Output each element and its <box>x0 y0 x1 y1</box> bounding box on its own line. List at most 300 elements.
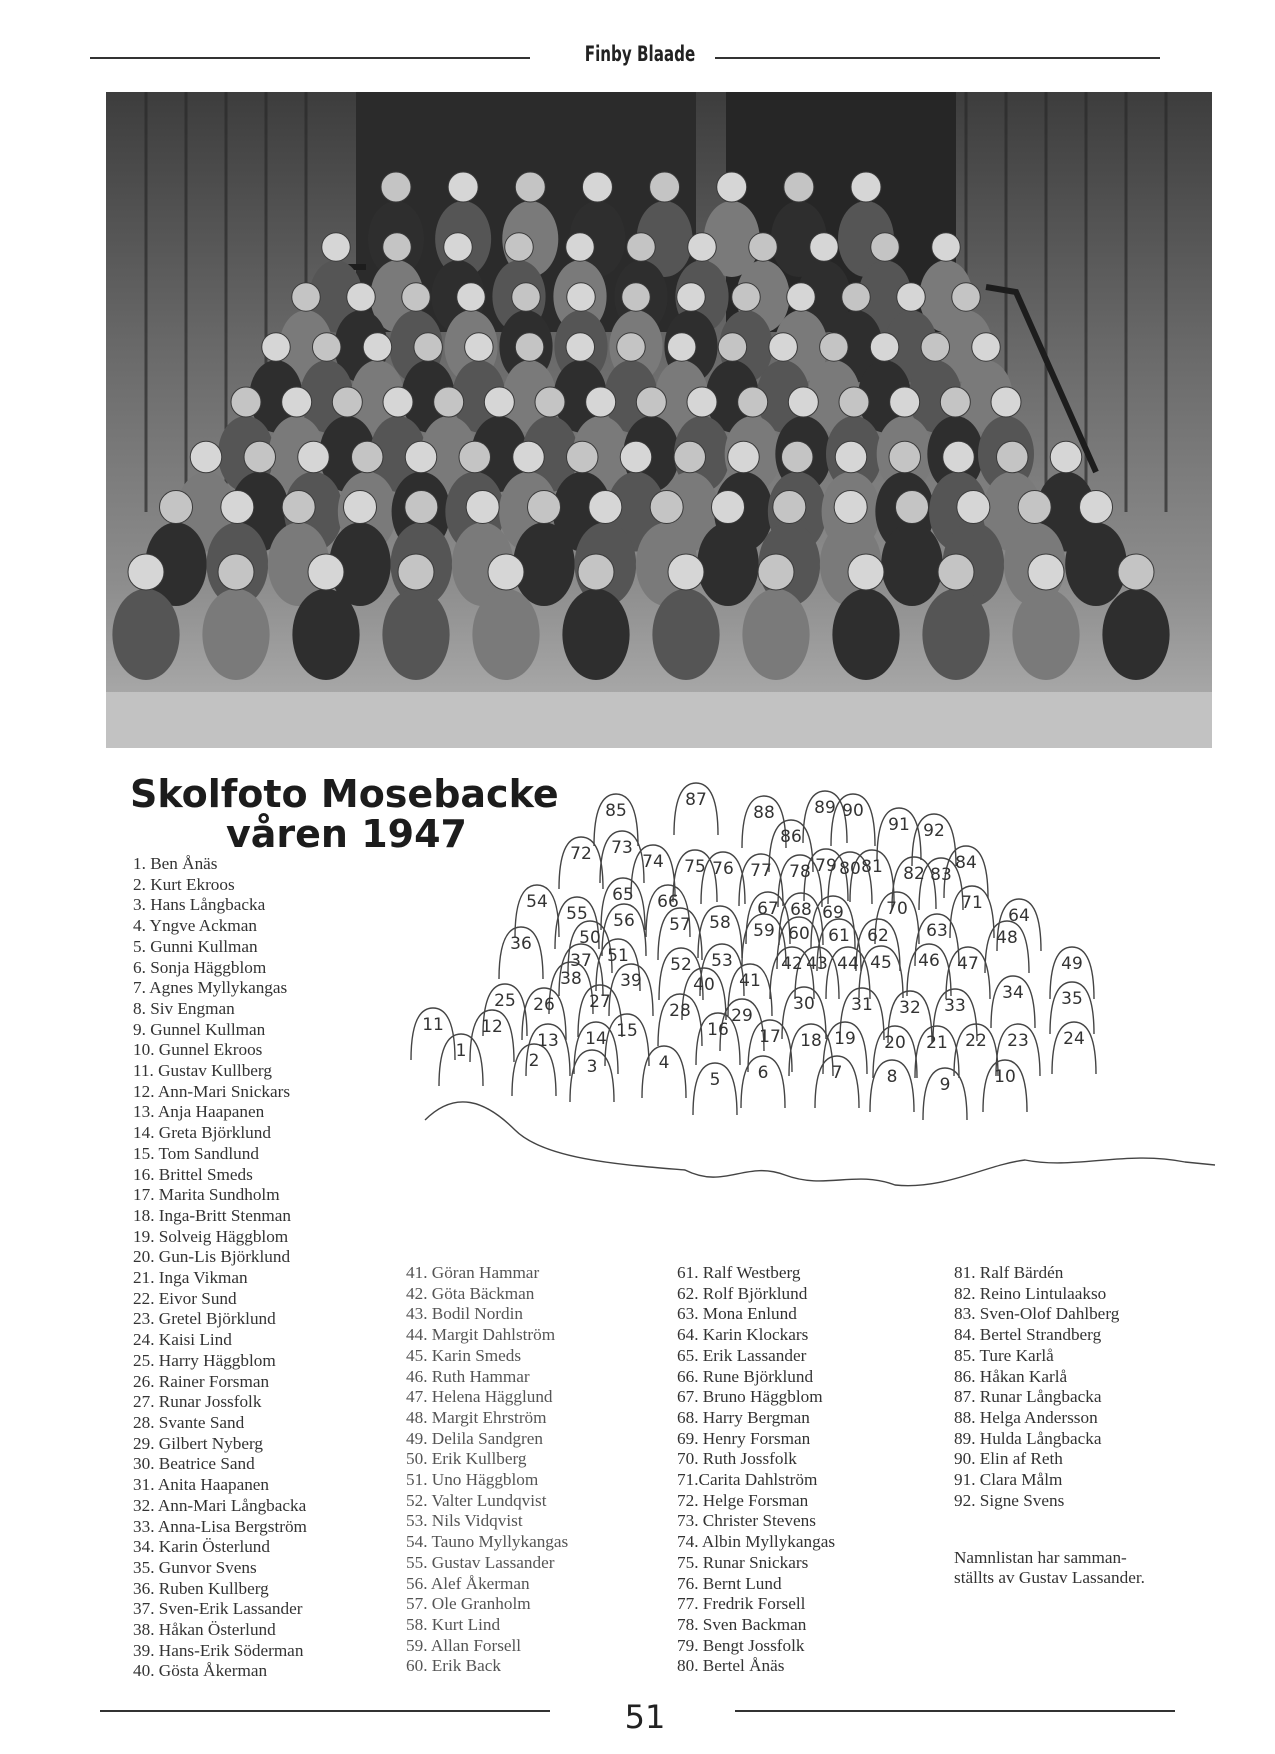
diagram-number: 22 <box>965 1031 987 1051</box>
caption-subtitle: våren 1947 <box>226 812 467 856</box>
pupil-face <box>282 387 312 417</box>
pupil-face <box>938 554 974 590</box>
pupil-face <box>758 554 794 590</box>
pupil-body <box>292 589 359 680</box>
list-item: 53. Nils Vidqvist <box>406 1511 523 1531</box>
diagram-number: 19 <box>834 1029 856 1049</box>
list-item: 65. Erik Lassander <box>677 1345 807 1365</box>
list-item: 37. Sven-Erik Lassander <box>133 1599 303 1619</box>
diagram-number: 90 <box>842 801 864 821</box>
diagram-number: 17 <box>759 1027 781 1047</box>
pupil-face <box>784 172 814 202</box>
diagram-number: 85 <box>605 801 627 821</box>
pupil-face <box>582 172 612 202</box>
list-item: 84. Bertel Strandberg <box>954 1325 1102 1345</box>
diagram-number: 68 <box>790 900 812 920</box>
pupil-body <box>1065 522 1127 606</box>
list-item: 54. Tauno Myllykangas <box>406 1532 569 1552</box>
diagram-number: 4 <box>658 1053 670 1073</box>
diagram-number: 49 <box>1061 954 1083 974</box>
diagram-number: 87 <box>685 790 707 810</box>
pupil-face <box>383 233 412 262</box>
list-item: 92. Signe Svens <box>954 1490 1065 1510</box>
pupil-face <box>952 283 981 312</box>
diagram-number: 2 <box>528 1051 540 1071</box>
list-item: 52. Valter Lundqvist <box>406 1490 547 1510</box>
pupil-face <box>402 283 431 312</box>
diagram-number: 29 <box>731 1006 753 1026</box>
pupil-face <box>128 554 164 590</box>
pupil-face <box>738 387 768 417</box>
diagram-number: 83 <box>930 865 952 885</box>
list-item: 17. Marita Sundholm <box>133 1185 280 1205</box>
pupil-face <box>943 441 975 473</box>
diagram-number: 63 <box>926 921 948 941</box>
pupil-face <box>687 387 717 417</box>
diagram-number: 9 <box>939 1075 951 1095</box>
pupil-face <box>1118 554 1154 590</box>
list-item: 42. Göta Bäckman <box>406 1283 535 1303</box>
diagram-number: 56 <box>613 911 635 931</box>
pupil-face <box>466 491 499 524</box>
pupil-face <box>871 233 900 262</box>
pupil-face <box>488 554 524 590</box>
pupil-face <box>620 441 652 473</box>
diagram-number: 82 <box>903 864 925 884</box>
diagram-number: 35 <box>1061 989 1083 1009</box>
pupil-face <box>434 387 464 417</box>
diagram-number: 23 <box>1007 1031 1029 1051</box>
note-line-1: Namnlistan har samman- <box>954 1548 1127 1567</box>
diagram-number: 60 <box>788 924 810 944</box>
note-line-2: ställts av Gustav Lassander. <box>954 1568 1145 1587</box>
list-item: 59. Allan Forsell <box>406 1635 522 1655</box>
diagram-number: 27 <box>589 992 611 1012</box>
list-item: 46. Ruth Hammar <box>406 1366 530 1386</box>
list-item: 73. Christer Stevens <box>677 1511 816 1531</box>
diagram-number: 77 <box>750 861 772 881</box>
diagram-number: 70 <box>886 899 908 919</box>
pupil-face <box>298 441 330 473</box>
pupil-face <box>262 333 291 362</box>
pupil-face <box>515 333 544 362</box>
pupil-face <box>448 172 478 202</box>
diagram-number: 28 <box>669 1001 691 1021</box>
pupil-face <box>717 172 747 202</box>
diagram-number: 41 <box>739 971 761 991</box>
diagram-number: 32 <box>899 998 921 1018</box>
list-item: 35. Gunvor Svens <box>133 1557 257 1577</box>
pupil-face <box>414 333 443 362</box>
pupil-face <box>535 387 565 417</box>
pupil-body <box>922 589 989 680</box>
pupil-face <box>398 554 434 590</box>
pupil-face <box>890 387 920 417</box>
caption-title: Skolfoto Mosebacke <box>130 772 559 816</box>
pupil-face <box>921 333 950 362</box>
list-item: 57. Ole Granholm <box>406 1594 531 1614</box>
pupil-face <box>728 441 760 473</box>
pupil-face <box>688 233 717 262</box>
list-item: 9. Gunnel Kullman <box>133 1019 266 1039</box>
diagram-number: 75 <box>684 857 706 877</box>
diagram-number: 76 <box>712 859 734 879</box>
pupil-face <box>769 333 798 362</box>
diagram-number: 33 <box>944 996 966 1016</box>
page-number: 51 <box>624 1698 666 1736</box>
list-item: 11. Gustav Kullberg <box>133 1061 272 1081</box>
pupil-body <box>472 589 539 680</box>
pupil-face <box>332 387 362 417</box>
list-item: 69. Henry Forsman <box>677 1428 811 1448</box>
list-item: 43. Bodil Nordin <box>406 1304 523 1324</box>
diagram-number: 10 <box>994 1067 1016 1087</box>
list-item: 31. Anita Haapanen <box>133 1475 270 1495</box>
diagram-number: 92 <box>923 821 945 841</box>
diagram-number: 71 <box>961 893 983 913</box>
name-list-1-40 <box>133 854 307 1682</box>
pupil-body <box>832 589 899 680</box>
pupil-face <box>848 554 884 590</box>
pupil-face <box>650 172 680 202</box>
diagram-number: 37 <box>570 951 592 971</box>
diagram-number: 45 <box>870 953 892 973</box>
diagram-number: 59 <box>753 921 775 941</box>
pupil-face <box>636 387 666 417</box>
pupil-face <box>896 491 929 524</box>
pupil-face <box>221 491 254 524</box>
list-item: 26. Rainer Forsman <box>133 1371 270 1391</box>
pupil-face <box>835 441 867 473</box>
crowd-of-pupils <box>112 172 1169 680</box>
pupil-body <box>1102 589 1169 680</box>
list-item: 19. Solveig Häggblom <box>133 1226 289 1246</box>
list-item: 75. Runar Snickars <box>677 1552 809 1572</box>
pupil-face <box>991 387 1021 417</box>
diagram-number: 1 <box>455 1041 467 1061</box>
list-item: 74. Albin Myllykangas <box>677 1532 836 1552</box>
header-rule-left <box>90 57 530 59</box>
pupil-face <box>218 554 254 590</box>
list-item: 56. Alef Åkerman <box>406 1573 530 1593</box>
list-item: 28. Svante Sand <box>133 1412 245 1432</box>
diagram-number: 30 <box>793 994 815 1014</box>
magazine-title: Finby Blaade <box>584 42 696 66</box>
list-item: 88. Helga Andersson <box>954 1407 1098 1427</box>
diagram-number: 78 <box>789 862 811 882</box>
pupil-face <box>957 491 990 524</box>
diagram-number: 21 <box>926 1033 948 1053</box>
pupil-face <box>940 387 970 417</box>
compiler-note <box>954 1548 1145 1588</box>
pupil-face <box>292 283 321 312</box>
pupil-face <box>677 283 706 312</box>
pupil-face <box>566 333 595 362</box>
pupil-face <box>897 283 926 312</box>
pupil-face <box>347 283 376 312</box>
footer-rule-right <box>735 1710 1175 1712</box>
diagram-number: 64 <box>1008 906 1030 926</box>
pupil-face <box>515 172 545 202</box>
list-item: 58. Kurt Lind <box>406 1614 501 1634</box>
pupil-face <box>244 441 276 473</box>
name-list-81-92 <box>954 1263 1119 1511</box>
list-item: 55. Gustav Lassander <box>406 1552 555 1572</box>
pupil-face <box>322 233 351 262</box>
diagram-number: 69 <box>822 903 844 923</box>
pupil-face <box>567 283 596 312</box>
diagram-number: 8 <box>886 1067 898 1087</box>
list-item: 63. Mona Enlund <box>677 1304 797 1324</box>
pupil-face <box>160 491 193 524</box>
pupil-body <box>742 589 809 680</box>
pupil-face <box>586 387 616 417</box>
list-item: 90. Elin af Reth <box>954 1449 1063 1469</box>
list-item: 82. Reino Lintulaakso <box>954 1283 1107 1303</box>
pupil-body <box>112 589 179 680</box>
list-item: 51. Uno Häggblom <box>406 1470 539 1490</box>
diagram-number: 79 <box>815 856 837 876</box>
diagram-number: 80 <box>839 859 861 879</box>
pupil-face <box>383 387 413 417</box>
pupil-face <box>870 333 899 362</box>
diagram-number: 81 <box>861 857 883 877</box>
pupil-body <box>562 589 629 680</box>
diagram-number: 47 <box>957 954 979 974</box>
diagram-number: 40 <box>693 975 715 995</box>
list-item: 24. Kaisi Lind <box>133 1330 232 1350</box>
list-item: 3. Hans Långbacka <box>133 895 266 915</box>
pupil-face <box>839 387 869 417</box>
list-item: 6. Sonja Häggblom <box>133 957 267 977</box>
list-item: 62. Rolf Björklund <box>677 1283 808 1303</box>
list-item: 18. Inga-Britt Stenman <box>133 1205 292 1225</box>
diagram-number: 43 <box>806 954 828 974</box>
diagram-number: 54 <box>526 892 548 912</box>
pupil-face <box>589 491 622 524</box>
list-item: 4. Yngve Ackman <box>133 916 257 936</box>
header-rule-right <box>715 57 1160 59</box>
list-item: 91. Clara Målm <box>954 1470 1063 1490</box>
pupil-face <box>617 333 646 362</box>
diagram-number: 58 <box>709 913 731 933</box>
list-item: 14. Greta Björklund <box>133 1123 271 1143</box>
list-item: 32. Ann-Mari Långbacka <box>133 1495 307 1515</box>
diagram-number: 51 <box>607 946 629 966</box>
diagram-number: 11 <box>422 1015 444 1035</box>
list-item: 8. Siv Engman <box>133 998 235 1018</box>
pupil-face <box>282 491 315 524</box>
pupil-body <box>881 522 943 606</box>
list-item: 81. Ralf Bärdén <box>954 1263 1064 1282</box>
diagram-number: 14 <box>585 1029 607 1049</box>
list-item: 22. Eivor Sund <box>133 1288 237 1308</box>
pupil-face <box>834 491 867 524</box>
diagram-number: 48 <box>996 928 1018 948</box>
list-item: 68. Harry Bergman <box>677 1407 810 1427</box>
diagram-number: 88 <box>753 803 775 823</box>
diagram-number: 91 <box>888 815 910 835</box>
list-item: 2. Kurt Ekroos <box>133 874 235 894</box>
pupil-face <box>444 233 473 262</box>
diagram-number: 89 <box>814 798 836 818</box>
pupil-face <box>788 387 818 417</box>
list-item: 45. Karin Smeds <box>406 1345 522 1365</box>
diagram-number: 55 <box>566 904 588 924</box>
pupil-face <box>810 233 839 262</box>
list-item: 7. Agnes Myllykangas <box>133 978 288 998</box>
list-item: 79. Bengt Jossfolk <box>677 1635 805 1655</box>
diagram-number: 50 <box>579 928 601 948</box>
list-item: 5. Gunni Kullman <box>133 936 258 956</box>
diagram-number: 73 <box>611 838 633 858</box>
pupil-face <box>505 233 534 262</box>
diagram-number: 62 <box>867 926 889 946</box>
pupil-face <box>773 491 806 524</box>
diagram-number: 39 <box>620 971 642 991</box>
footer-rule-left <box>100 1710 550 1712</box>
pupil-body <box>1012 589 1079 680</box>
diagram-number: 42 <box>781 954 803 974</box>
diagram-number: 12 <box>481 1017 503 1037</box>
diagram-number: 61 <box>828 926 850 946</box>
pupil-face <box>512 283 541 312</box>
pupil-face <box>667 333 696 362</box>
pupil-face <box>972 333 1001 362</box>
pupil-face <box>627 233 656 262</box>
pupil-face <box>308 554 344 590</box>
pupil-face <box>528 491 561 524</box>
list-item: 20. Gun-Lis Björklund <box>133 1247 291 1267</box>
diagram-number: 84 <box>955 853 977 873</box>
diagram-number: 67 <box>757 899 779 919</box>
pupil-face <box>842 283 871 312</box>
pupil-face <box>820 333 849 362</box>
pupil-face <box>459 441 491 473</box>
list-item: 67. Bruno Häggblom <box>677 1387 823 1407</box>
list-item: 47. Helena Hägglund <box>406 1387 553 1407</box>
diagram-number: 18 <box>800 1031 822 1051</box>
list-item: 30. Beatrice Sand <box>133 1454 255 1474</box>
list-item: 71.Carita Dahlström <box>677 1470 818 1490</box>
pupil-face <box>932 233 961 262</box>
ground <box>106 692 1212 748</box>
diagram-number: 72 <box>570 844 592 864</box>
pupil-face <box>381 172 411 202</box>
diagram-number: 65 <box>612 885 634 905</box>
diagram-number: 57 <box>669 915 691 935</box>
pupil-face <box>465 333 494 362</box>
diagram-number: 24 <box>1063 1029 1085 1049</box>
list-item: 15. Tom Sandlund <box>133 1143 259 1163</box>
pupil-face <box>749 233 778 262</box>
pupil-face <box>718 333 747 362</box>
list-item: 39. Hans-Erik Söderman <box>133 1640 304 1660</box>
list-item: 89. Hulda Långbacka <box>954 1428 1102 1448</box>
list-item: 33. Anna-Lisa Bergström <box>133 1516 307 1536</box>
pupil-face <box>997 441 1029 473</box>
diagram-number: 15 <box>616 1021 638 1041</box>
pupil-face <box>405 441 437 473</box>
list-item: 38. Håkan Österlund <box>133 1620 276 1640</box>
pupil-face <box>851 172 881 202</box>
list-item: 23. Gretel Björklund <box>133 1309 276 1329</box>
diagram-number: 31 <box>851 995 873 1015</box>
list-item: 77. Fredrik Forsell <box>677 1594 806 1614</box>
diagram-number: 34 <box>1002 983 1024 1003</box>
pupil-body <box>382 589 449 680</box>
list-item: 48. Margit Ehrström <box>406 1407 547 1427</box>
list-item: 64. Karin Klockars <box>677 1325 809 1345</box>
pupil-face <box>1018 491 1051 524</box>
list-item: 29. Gilbert Nyberg <box>133 1433 263 1453</box>
diagram-number: 74 <box>642 852 664 872</box>
diagram-number: 46 <box>918 951 940 971</box>
list-item: 41. Göran Hammar <box>406 1263 540 1282</box>
pupil-face <box>363 333 392 362</box>
list-item: 12. Ann-Mari Snickars <box>133 1081 291 1101</box>
name-list-61-80 <box>677 1263 835 1677</box>
list-item: 1. Ben Ånäs <box>133 854 218 873</box>
pupil-body <box>697 522 759 606</box>
pupil-face <box>1028 554 1064 590</box>
list-item: 78. Sven Backman <box>677 1614 807 1634</box>
diagram-number: 86 <box>780 827 802 847</box>
pupil-body <box>202 589 269 680</box>
photo-key-diagram <box>422 770 1225 1240</box>
pupil-face <box>712 491 745 524</box>
diagram-number: 44 <box>837 954 859 974</box>
pupil-face <box>312 333 341 362</box>
pupil-face <box>513 441 545 473</box>
pupil-face <box>650 491 683 524</box>
pupil-face <box>1050 441 1082 473</box>
name-list-41-60 <box>406 1263 568 1677</box>
pupil-face <box>566 233 595 262</box>
diagram-number: 52 <box>670 955 692 975</box>
list-item: 83. Sven-Olof Dahlberg <box>954 1304 1120 1324</box>
diagram-number: 53 <box>711 951 733 971</box>
diagram-number: 20 <box>884 1033 906 1053</box>
diagram-number: 7 <box>831 1063 843 1083</box>
list-item: 70. Ruth Jossfolk <box>677 1449 797 1469</box>
list-item: 60. Erik Back <box>406 1656 501 1676</box>
pupil-face <box>578 554 614 590</box>
list-item: 85. Ture Karlå <box>954 1345 1054 1365</box>
pupil-face <box>190 441 222 473</box>
list-item: 44. Margit Dahlström <box>406 1325 556 1345</box>
diagram-number: 66 <box>657 892 679 912</box>
list-item: 87. Runar Långbacka <box>954 1387 1102 1407</box>
list-item: 80. Bertel Ånäs <box>677 1656 785 1676</box>
pupil-face <box>1080 491 1113 524</box>
diagram-number: 5 <box>709 1070 721 1090</box>
pupil-body <box>652 589 719 680</box>
list-item: 36. Ruben Kullberg <box>133 1578 269 1598</box>
list-item: 21. Inga Vikman <box>133 1268 248 1288</box>
pupil-face <box>674 441 706 473</box>
list-item: 76. Bernt Lund <box>677 1573 782 1593</box>
pupil-face <box>352 441 384 473</box>
diagram-number: 38 <box>560 969 582 989</box>
diagram-front-outline <box>425 1102 1215 1186</box>
list-item: 25. Harry Häggblom <box>133 1350 276 1370</box>
pupil-face <box>889 441 921 473</box>
diagram-number: 25 <box>494 991 516 1011</box>
list-item: 86. Håkan Karlå <box>954 1366 1068 1386</box>
list-item: 40. Gösta Åkerman <box>133 1661 268 1681</box>
diagram-number: 6 <box>757 1063 769 1083</box>
